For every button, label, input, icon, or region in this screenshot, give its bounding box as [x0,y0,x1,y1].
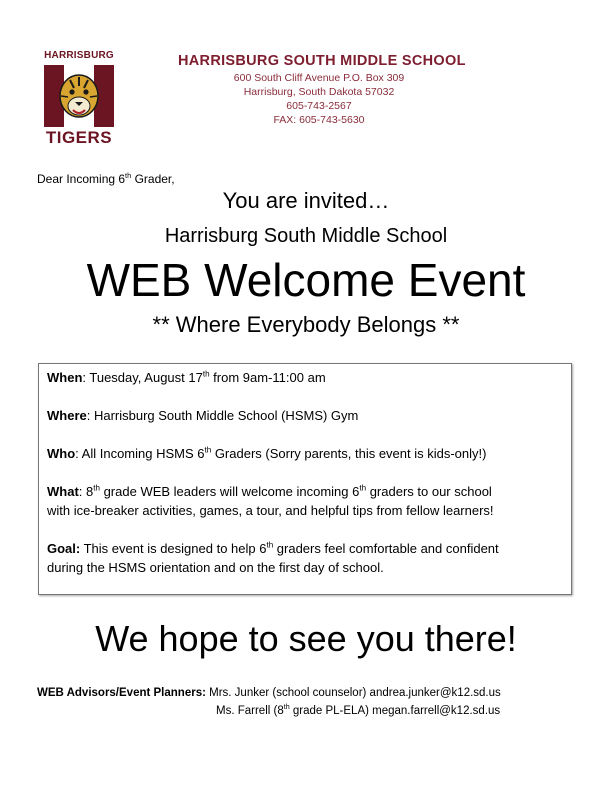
invitation-heading: You are invited… [222,188,390,213]
closing-message: We hope to see you there! [95,618,517,659]
detail-when: When: Tuesday, August 17th from 9am-11:00 am [47,369,326,385]
advisor-line-2: Ms. Farrell (8th grade PL-ELA) megan.farrell@k12.sd.us [216,703,501,717]
detail-where: Where: Harrisburg South Middle School (HSMS) Gym [47,408,359,423]
advisors-block [37,684,501,720]
school-logo [38,50,120,150]
event-tagline: ** Where Everybody Belongs ** [152,312,460,337]
phone-number: 605-743-2567 [286,100,352,112]
fax-number: FAX: 605-743-5630 [273,114,365,126]
school-line: Harrisburg South Middle School [164,225,448,247]
address-line-2: Harrisburg, South Dakota 57032 [243,86,395,98]
event-details-box [38,363,572,595]
detail-goal: Goal: This event is designed to help 6th graders feel comfortable and confident during the HSMS orientation and on the first day of school. [47,540,499,575]
address-line-1: 600 South Cliff Avenue P.O. Box 309 [233,72,405,84]
detail-what: What: 8th grade WEB leaders will welcome incoming 6th graders to our school with ice-breaker activities, games, a tour, and helpful tips from fellow learners! [47,483,494,518]
school-name: HARRISBURG SOUTH MIDDLE SCHOOL [178,53,466,69]
detail-who: Who: All Incoming HSMS 6th Graders (Sorry parents, this event is kids-only!) [47,445,487,461]
logo-top-text: HARRISBURG [44,50,114,61]
event-title: WEB Welcome Event [86,254,526,306]
logo-bottom-text: TIGERS [45,128,113,147]
salutation: Dear Incoming 6th Grader, [37,171,175,186]
advisor-line-1: WEB Advisors/Event Planners: Mrs. Junker (school counselor) andrea.junker@k12.sd.us [37,687,501,699]
